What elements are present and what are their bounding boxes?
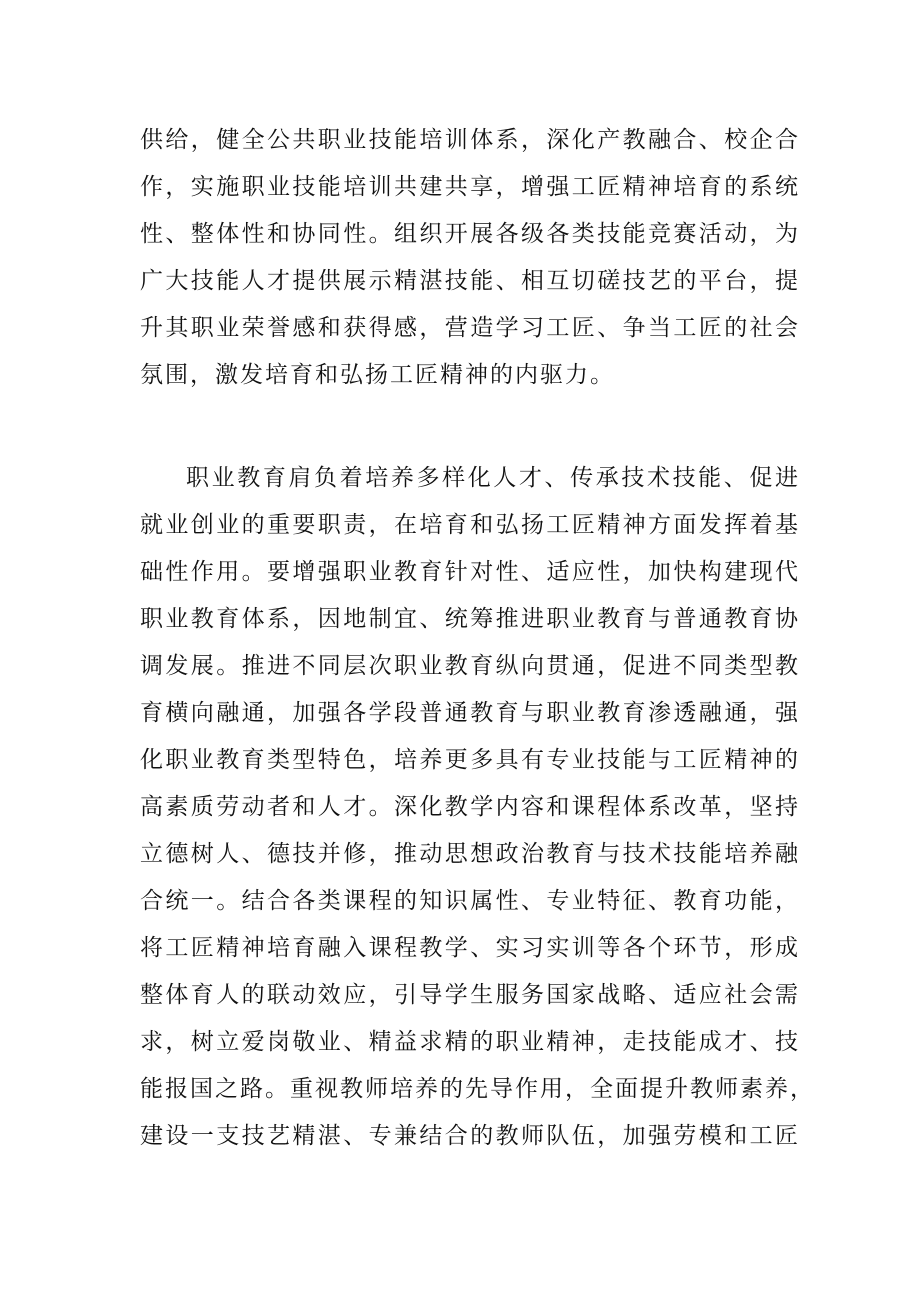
paragraph-line: 合统一。结合各类课程的知识属性、专业特征、教育功能，	[140, 888, 800, 914]
paragraph-line: 立德树人、德技并修，推动思想政治教育与技术技能培养融	[140, 841, 800, 867]
paragraph-line: 将工匠精神培育融入课程教学、实习实训等各个环节，形成	[140, 935, 800, 961]
paragraph-line: 化职业教育类型特色，培养更多具有专业技能与工匠精神的	[140, 747, 800, 773]
paragraph-line: 职业教育体系，因地制宜、统筹推进职业教育与普通教育协	[140, 606, 800, 632]
paragraph-line: 础性作用。要增强职业教育针对性、适应性，加快构建现代	[140, 559, 800, 585]
paragraph-line: 职业教育肩负着培养多样化人才、传承技术技能、促进	[186, 465, 800, 491]
paragraph-line: 能报国之路。重视教师培养的先导作用，全面提升教师素养，	[140, 1076, 815, 1102]
paragraph-line: 供给，健全公共职业技能培训体系，深化产教融合、校企合	[140, 127, 800, 153]
paragraph-line: 求，树立爱岗敬业、精益求精的职业精神，走技能成才、技	[140, 1029, 800, 1055]
paragraph-2	[140, 455, 815, 1160]
paragraph-line: 氛围，激发培育和弘扬工匠精神的内驱力。	[140, 362, 615, 388]
paragraph-line: 作，实施职业技能培训共建共享，增强工匠精神培育的系统	[140, 174, 800, 200]
paragraph-line: 就业创业的重要职责，在培育和弘扬工匠精神方面发挥着基	[140, 512, 800, 538]
paragraph-line: 育横向融通，加强各学段普通教育与职业教育渗透融通，强	[140, 700, 800, 726]
paragraph-line: 广大技能人才提供展示精湛技能、相互切磋技艺的平台，提	[140, 268, 800, 294]
paragraph-1	[140, 117, 800, 399]
paragraph-line: 升其职业荣誉感和获得感，营造学习工匠、争当工匠的社会	[140, 315, 800, 341]
paragraph-line: 整体育人的联动效应，引导学生服务国家战略、适应社会需	[140, 982, 800, 1008]
paragraph-line: 性、整体性和协同性。组织开展各级各类技能竞赛活动，为	[140, 221, 800, 247]
paragraph-line: 高素质劳动者和人才。深化教学内容和课程体系改革，坚持	[140, 794, 800, 820]
paragraph-line: 建设一支技艺精湛、专兼结合的教师队伍，加强劳模和工匠	[140, 1123, 800, 1149]
paragraph-line: 调发展。推进不同层次职业教育纵向贯通，促进不同类型教	[140, 653, 800, 679]
